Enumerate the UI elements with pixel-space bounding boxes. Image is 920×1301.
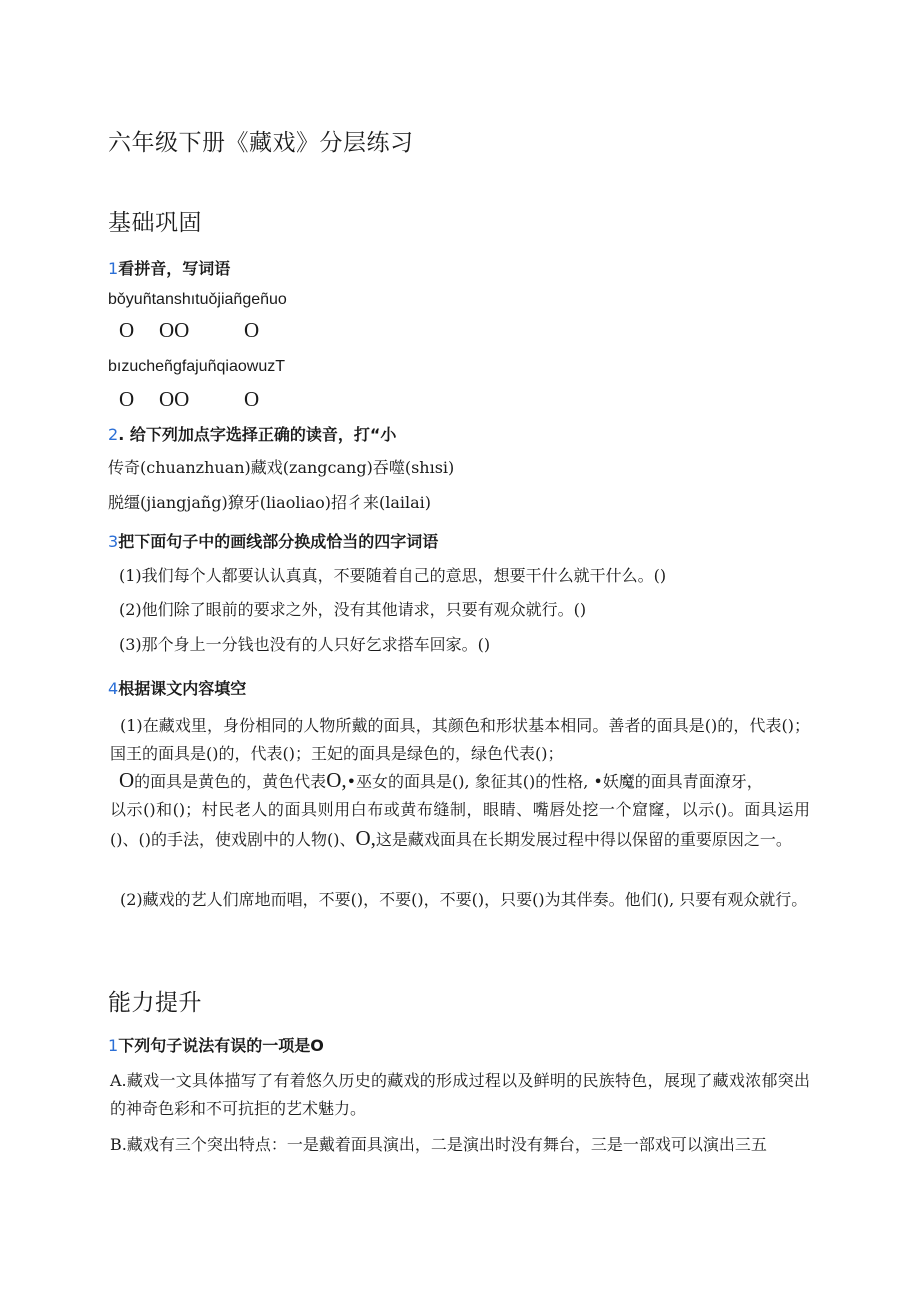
fill-text: 的面具是黄色的，黄色代表 (134, 772, 327, 791)
pinyin-line-1: bǒyuñtanshıtuǒjiañgeñuo (108, 291, 287, 308)
answer-box-5: OO (159, 387, 190, 411)
question-number: 4 (108, 679, 119, 698)
sentence-item-1: (1)我们每个人都要认认真真，不要随着自己的意思，想要干什么就干什么。() (119, 566, 667, 585)
answer-box-3: O (244, 318, 260, 342)
question-3-heading (108, 529, 438, 552)
fill-text: 这是藏戏面具在长期发展过程中得以保留的重要原因之一。 (375, 830, 792, 849)
question-label: . 给下列加点字选择正确的读音，打“小 (118, 425, 397, 444)
question-number: 3 (108, 532, 119, 551)
fill-paragraph-1b (119, 767, 809, 795)
section-title-advanced: 能力提升 (108, 990, 202, 1016)
option-a: A.藏戏一文具体描写了有着悠久历史的藏戏的形成过程以及鲜明的民族特色，展现了藏戏浓郁突出的神奇色彩和不可抗拒的艺术魅力。 (110, 1071, 810, 1118)
pinyin-line-2: bızucheñgfajuñqiaowuzT (108, 358, 286, 375)
question-5-heading (108, 1033, 324, 1056)
question-number: 1 (108, 259, 119, 278)
question-label: 看拼音，写词语 (118, 259, 231, 278)
fill-paragraph-2: (2)藏戏的艺人们席地而唱，不要()，不要()，不要()，只要()为其伴奏。他们(), 只要有观众就行。 (120, 890, 808, 909)
question-2-heading (108, 422, 396, 445)
document-title: 六年级下册《藏戏》分层练习 (108, 130, 414, 156)
question-label: 下列句子说法有误的一项是O (118, 1036, 324, 1055)
blank-circle: O, (326, 768, 347, 792)
question-number: 2 (108, 425, 119, 444)
pronunciation-line-1: 传奇(chuanzhuan)藏戏(zangcang)吞噬(shısi) (108, 458, 455, 477)
fill-text: 以示()和()；村民老人的面具则用白布或黄布缝制，眼睛、嘴唇处挖一个窟窿，以示()。面具运用()、()的手法，使戏剧中的人物()、 (110, 800, 810, 849)
fill-paragraph-1a: (1)在藏戏里，身份相同的人物所戴的面具，其颜色和形状基本相同。善者的面具是()的，代表()；国王的面具是()的，代表()；王妃的面具是绿色的，绿色代表()； (110, 716, 810, 763)
sentence-item-3: (3)那个身上一分钱也没有的人只好乞求搭车回家。() (119, 635, 491, 654)
question-4-heading (108, 676, 246, 699)
question-1-heading (108, 256, 230, 279)
answer-box-4: O (119, 387, 135, 411)
blank-circle: O, (355, 826, 376, 850)
answer-box-1: O (119, 318, 135, 342)
question-number: 1 (108, 1036, 119, 1055)
answer-box-6: O (244, 387, 260, 411)
fill-paragraph-1c (110, 796, 810, 854)
option-b: B.藏戏有三个突出特点：一是戴着面具演出，二是演出时没有舞台，三是一部戏可以演出三五 (110, 1135, 767, 1154)
pronunciation-line-2: 脱缰(jiangjañg)獠牙(liaoliao)招彳来(lailai) (108, 493, 432, 512)
answer-box-2: OO (159, 318, 190, 342)
sentence-item-2: (2)他们除了眼前的要求之外，没有其他请求，只要有观众就行。() (119, 600, 587, 619)
question-label: 根据课文内容填空 (118, 679, 247, 698)
question-label: 把下面句子中的画线部分换成恰当的四字词语 (118, 532, 439, 551)
fill-text: •巫女的面具是(), 象征其()的性格, •妖魔的面具青面潦牙， (346, 772, 763, 791)
section-title-basic: 基础巩固 (108, 210, 202, 236)
blank-circle: O (119, 768, 135, 792)
